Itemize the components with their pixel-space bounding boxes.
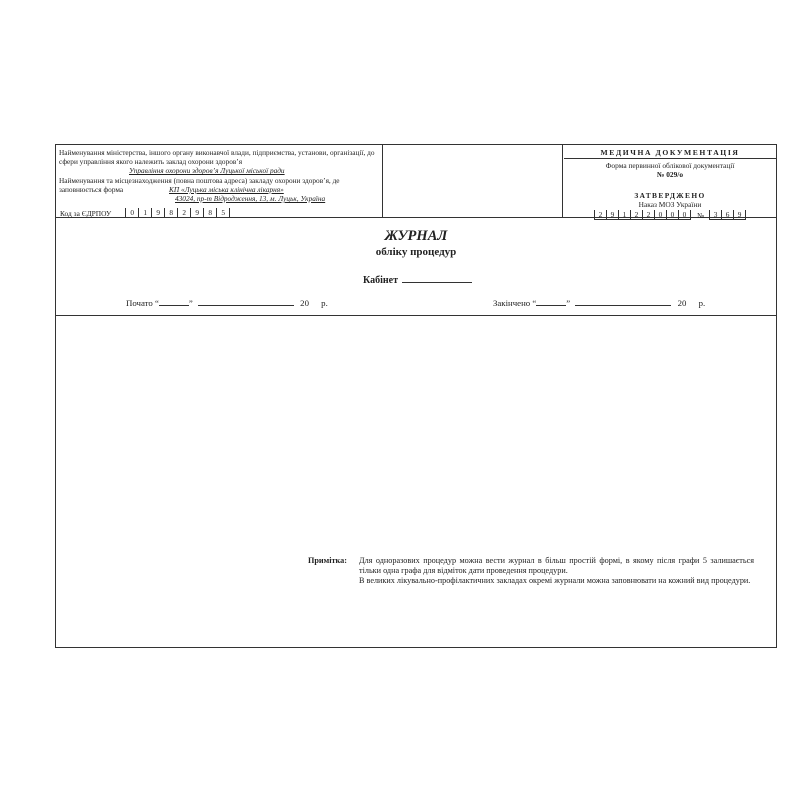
ended-month-blank[interactable] — [575, 297, 671, 306]
edrpou-digit: 5 — [216, 208, 230, 218]
approved-heading: ЗАТВЕРДЖЕНО — [634, 191, 706, 200]
ministry-label: Найменування міністерства, іншого органу виконавчої влади, підприємства, установи, організації, до сфери управління якого належить заклад охорони здоров’я — [59, 148, 375, 167]
edrpou-digit: 9 — [151, 208, 164, 218]
note-text-2: В великих лікувально-профілактичних закладах окремі журнали можна заповнювати на кожний вид процедури. — [359, 576, 751, 585]
order-number-digit: 9 — [733, 210, 746, 220]
edrpou-digit: 1 — [138, 208, 151, 218]
title-divider — [56, 315, 776, 316]
form-frame — [55, 144, 777, 648]
edrpou-digit: 2 — [177, 208, 190, 218]
started-year-suffix: р. — [321, 298, 328, 308]
order-date-digits — [594, 210, 691, 220]
ended-day-blank[interactable] — [536, 297, 566, 306]
ended-year-suffix: р. — [698, 298, 706, 308]
header-column-divider-left — [382, 145, 383, 217]
started-label: Почато “ — [126, 298, 159, 308]
order-date-digit: 9 — [606, 210, 618, 220]
order-number-digit: 3 — [709, 210, 721, 220]
form-number: № 029/о — [656, 170, 684, 179]
started-month-blank[interactable] — [198, 297, 294, 306]
order-date-digit: 0 — [666, 210, 678, 220]
edrpou-digit: 8 — [203, 208, 216, 218]
header-column-divider-right — [562, 145, 563, 217]
order-date-digit: 2 — [630, 210, 642, 220]
order-label: Наказ МОЗ України — [638, 200, 702, 209]
edrpou-label: Код за ЄДРПОУ — [60, 209, 112, 218]
quote-close: ” — [566, 298, 571, 308]
started-date-row — [126, 297, 328, 308]
order-date-digit: 1 — [618, 210, 630, 220]
quote-close: ” — [188, 298, 193, 308]
facility-address: 43024, пр-т Відродження, 13, м. Луцьк, Україна — [175, 194, 326, 204]
journal-title: ЖУРНАЛ — [384, 228, 448, 244]
edrpou-row — [60, 208, 230, 218]
edrpou-digits — [125, 208, 230, 218]
journal-subtitle: обліку процедур — [375, 246, 457, 258]
order-date-digit: 2 — [594, 210, 606, 220]
cabinet-blank[interactable] — [402, 273, 472, 283]
order-number-digits — [709, 210, 746, 220]
order-code-row — [564, 210, 776, 220]
approval-block — [564, 145, 776, 220]
ended-label: Закінчено “ — [493, 298, 537, 308]
ministry-value: Управління охорони здоров’я Луцької міської ради — [129, 166, 285, 176]
facility-label: Найменування та місцезнаходження (повна поштова адреса) закладу охорони здоров’я, де заповнюється форма — [59, 175, 340, 194]
facility-name: КП «Луцька міська клінічна лікарня» — [169, 184, 284, 194]
order-date-digit: 2 — [642, 210, 654, 220]
ended-year-prefix: 20 — [677, 298, 687, 308]
medical-documentation-heading: МЕДИЧНА ДОКУМЕНТАЦІЯ — [564, 145, 776, 159]
form-type: Форма первинної облікової документації — [605, 161, 735, 170]
edrpou-digit: 8 — [164, 208, 177, 218]
order-date-digit: 0 — [654, 210, 666, 220]
ended-date-row — [493, 297, 705, 308]
edrpou-digit: 0 — [125, 208, 138, 218]
note-text-1: Для одноразових процедур можна вести журнал в більш простій формі, в якому після графи 5 залишається тільки одна графа для відміток дати проведення процедури. — [359, 556, 754, 575]
edrpou-digit: 9 — [190, 208, 203, 218]
started-day-blank[interactable] — [159, 297, 189, 306]
order-date-digit: 0 — [678, 210, 691, 220]
note-block — [308, 556, 754, 586]
institution-block — [59, 148, 381, 203]
note-label: Примітка: — [308, 556, 347, 565]
order-number-sign: № — [696, 211, 705, 220]
order-number-digit: 6 — [721, 210, 733, 220]
cabinet-field — [363, 273, 472, 286]
started-year-prefix: 20 — [300, 298, 309, 308]
cabinet-label: Кабінет — [363, 275, 399, 286]
